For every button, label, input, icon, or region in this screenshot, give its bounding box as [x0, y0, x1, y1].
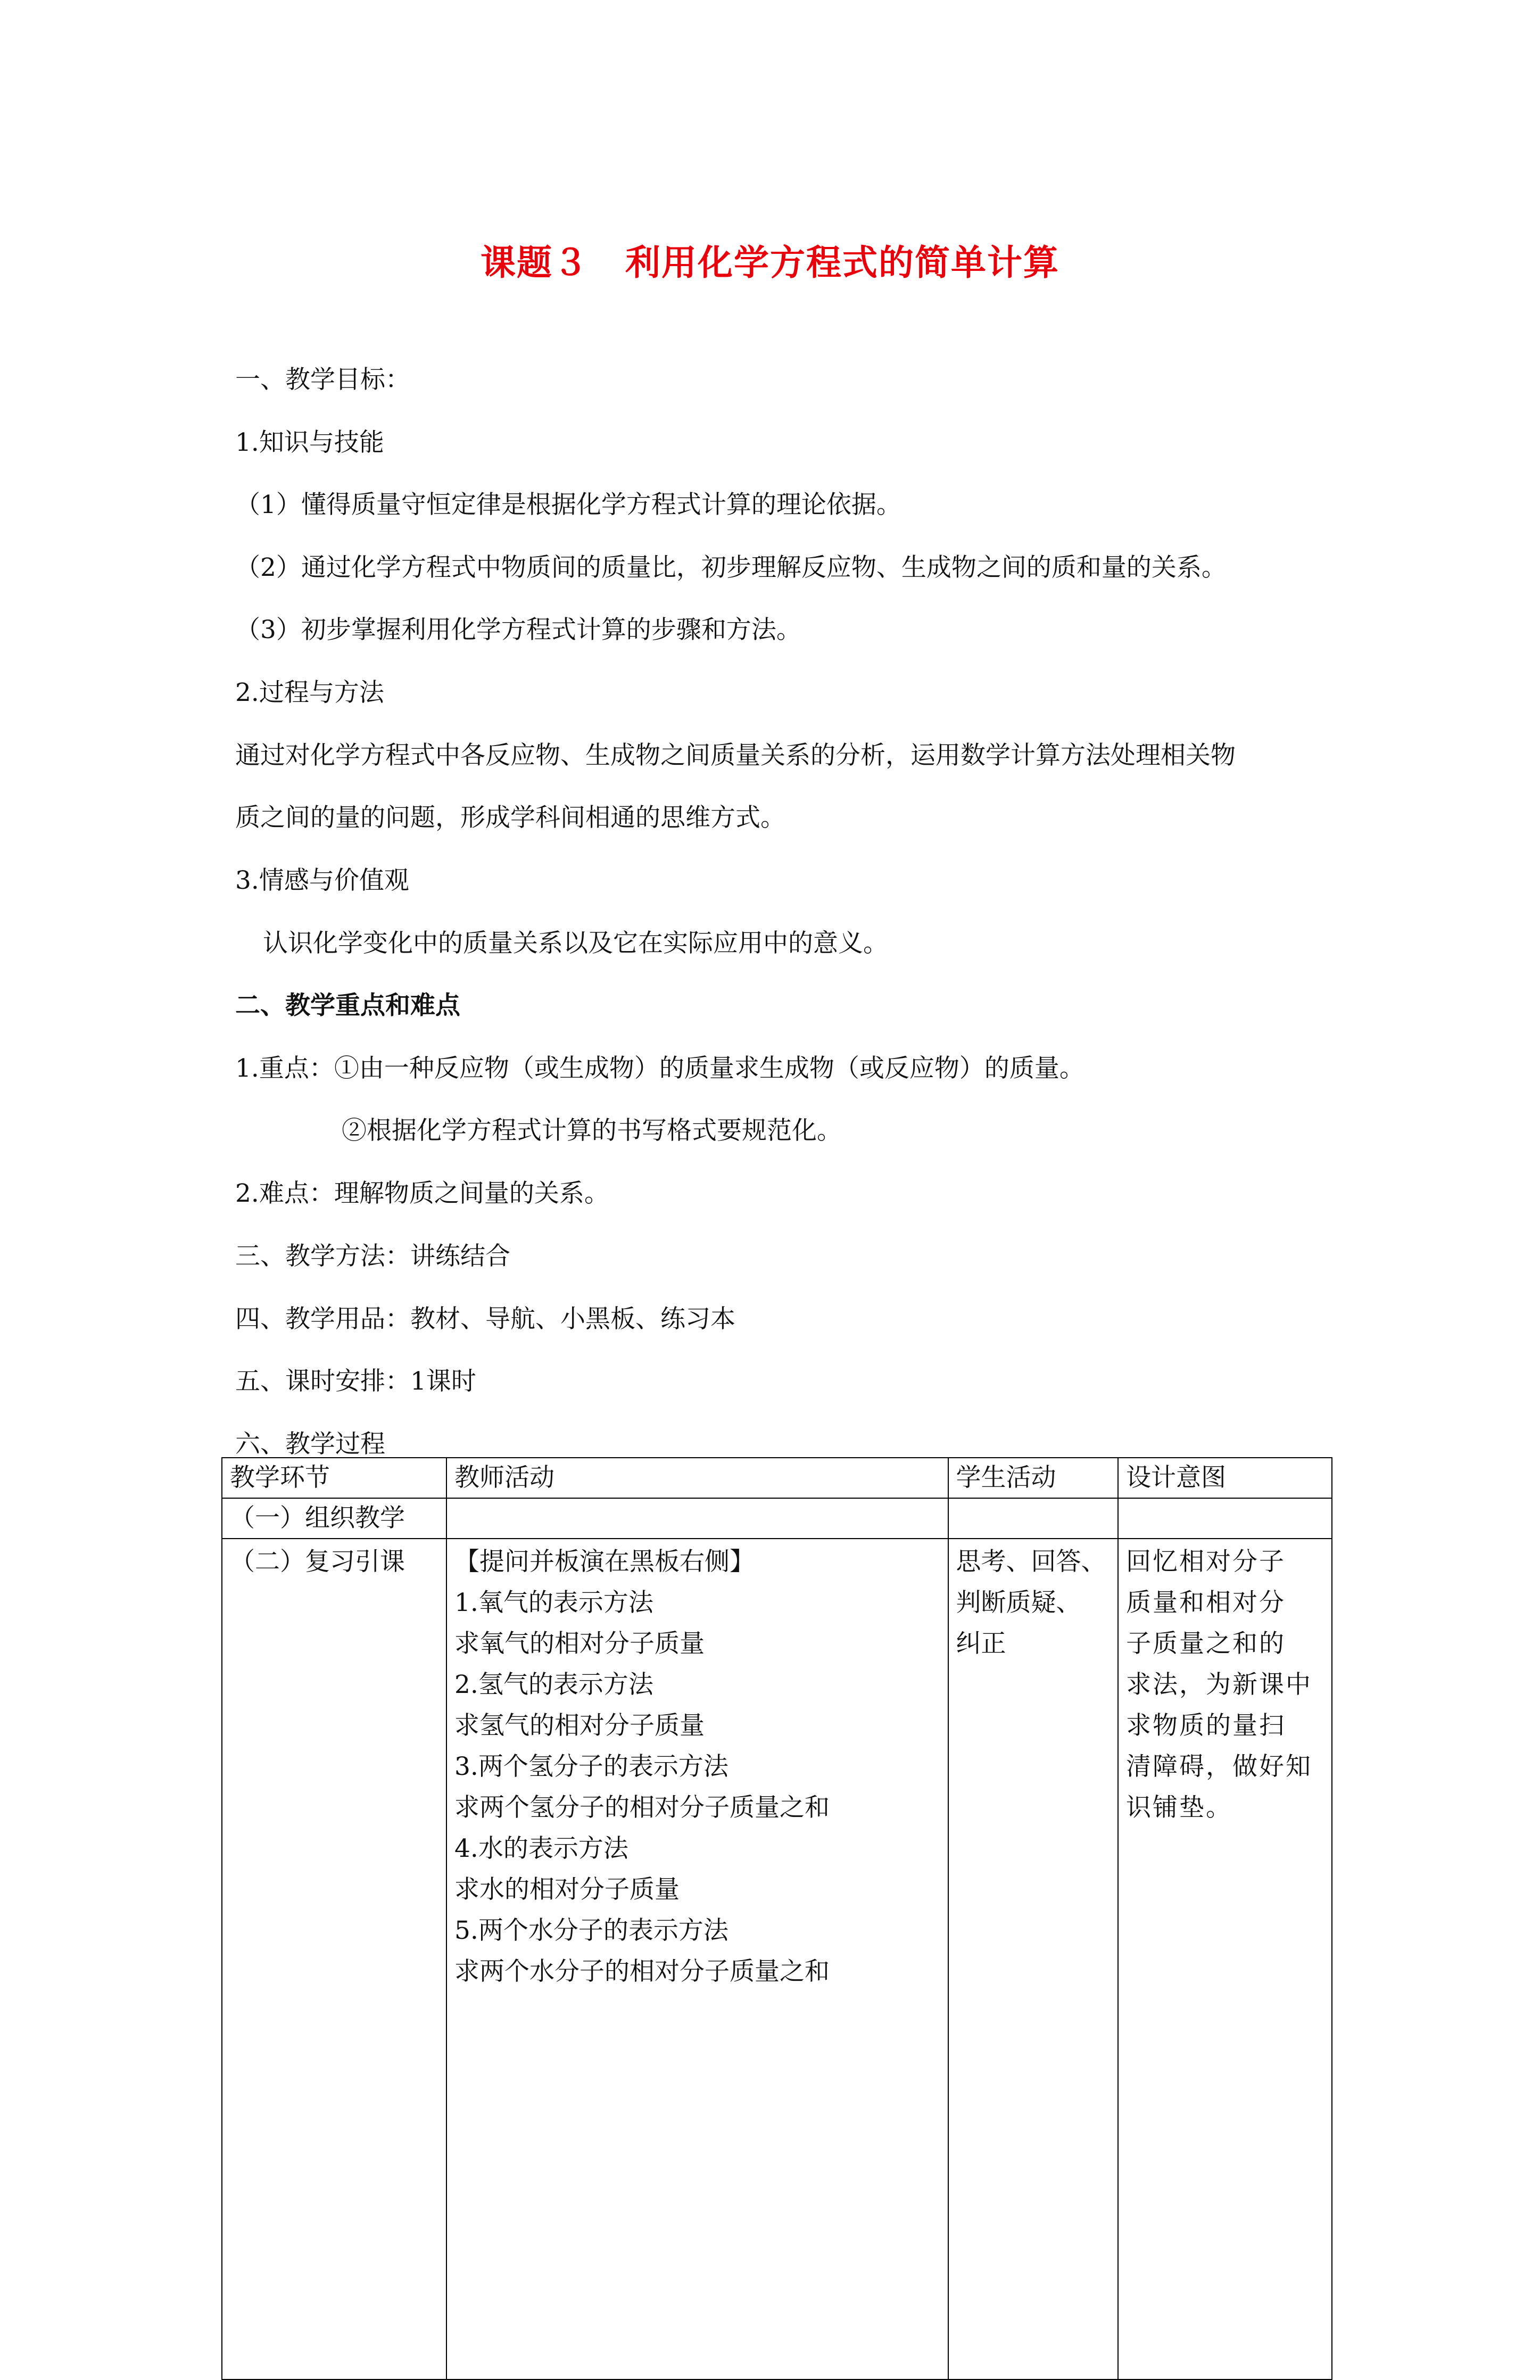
- design-intent-line: 回忆相对分子: [1126, 1547, 1286, 1576]
- section-class-hours: 五、课时安排：1课时: [235, 1367, 476, 1396]
- table-header-row: [222, 1458, 1332, 1498]
- student-activity-cell: [948, 1498, 1119, 1539]
- section-objectives-heading: 一、教学目标：: [235, 365, 410, 394]
- design-intent-cell: [1118, 1539, 1332, 2379]
- design-intent-cell: [1118, 1498, 1332, 1539]
- teacher-activity-cell: [446, 1498, 948, 1539]
- header-teacher-activity: 教师活动: [446, 1458, 948, 1498]
- section-teaching-method: 三、教学方法：讲练结合: [235, 1242, 510, 1271]
- design-intent-line: 求法，为新课中: [1126, 1670, 1313, 1699]
- emotion-values-text: 认识化学变化中的质量关系以及它在实际应用中的意义。: [263, 929, 888, 958]
- section-teaching-process: 六、教学过程: [235, 1429, 385, 1459]
- teacher-activity-line: 【提问并板演在黑板右侧】: [454, 1547, 755, 1576]
- teacher-activity-line: 4.水的表示方法: [454, 1834, 628, 1863]
- student-activity-line: 纠正: [956, 1629, 1006, 1658]
- design-intent-line: 识铺垫。: [1126, 1793, 1233, 1822]
- design-intent-line: 清障碍，做好知: [1126, 1752, 1313, 1781]
- teacher-activity-line: 求两个水分子的相对分子质量之和: [454, 1957, 830, 1986]
- page-title: 课题３ 利用化学方程式的简单计算: [481, 242, 1059, 283]
- teacher-activity-line: 求水的相对分子质量: [454, 1875, 680, 1904]
- process-text-line-2: 质之间的量的问题，形成学科间相通的思维方式。: [235, 803, 785, 832]
- teacher-activity-line: 求氢气的相对分子质量: [454, 1711, 705, 1740]
- teacher-activity-line: 3.两个氢分子的表示方法: [454, 1752, 728, 1781]
- table-row: [222, 1539, 1332, 2379]
- subheading-knowledge-skills: 1.知识与技能: [235, 428, 384, 457]
- teacher-activity-cell: [446, 1539, 948, 2379]
- difficulty-point: 2.难点：理解物质之间量的关系。: [235, 1179, 609, 1208]
- teacher-activity-line: 1.氧气的表示方法: [454, 1588, 653, 1617]
- teacher-activity-line: 2.氢气的表示方法: [454, 1670, 653, 1699]
- design-intent-line: 质量和相对分: [1126, 1588, 1286, 1617]
- stage-cell: （二）复习引课: [222, 1539, 446, 2379]
- teacher-activity-line: 求氧气的相对分子质量: [454, 1629, 705, 1658]
- design-intent-line: 求物质的量扫: [1126, 1711, 1286, 1740]
- teaching-process-table: [221, 1457, 1332, 2380]
- student-activity-line: 思考、回答、: [956, 1547, 1106, 1576]
- objective-item-3: （3）初步掌握利用化学方程式计算的步骤和方法。: [235, 615, 801, 644]
- student-activity-cell: [948, 1539, 1119, 2379]
- section-teaching-materials: 四、教学用品：教材、导航、小黑板、练习本: [235, 1304, 735, 1334]
- teacher-activity-line: 5.两个水分子的表示方法: [454, 1916, 728, 1945]
- subheading-emotion-values: 3.情感与价值观: [235, 866, 409, 895]
- key-point-1: 1.重点：①由一种反应物（或生成物）的质量求生成物（或反应物）的质量。: [235, 1054, 1084, 1083]
- key-point-2: ②根据化学方程式计算的书写格式要规范化。: [342, 1116, 842, 1145]
- objective-item-2: （2）通过化学方程式中物质间的质量比，初步理解反应物、生成物之间的质和量的关系。: [235, 553, 1227, 582]
- teacher-activity-line: 求两个氢分子的相对分子质量之和: [454, 1793, 830, 1822]
- header-student-activity: 学生活动: [948, 1458, 1119, 1498]
- student-activity-line: 判断质疑、: [956, 1588, 1081, 1617]
- header-design-intent: 设计意图: [1118, 1458, 1332, 1498]
- objective-item-1: （1）懂得质量守恒定律是根据化学方程式计算的理论依据。: [235, 490, 901, 519]
- design-intent-line: 子质量之和的: [1126, 1629, 1286, 1658]
- subheading-process-methods: 2.过程与方法: [235, 678, 384, 707]
- process-text-line-1: 通过对化学方程式中各反应物、生成物之间质量关系的分析，运用数学计算方法处理相关物: [235, 741, 1236, 770]
- table-row: [222, 1498, 1332, 1539]
- stage-cell: （一）组织教学: [222, 1498, 446, 1539]
- header-stage: 教学环节: [222, 1458, 446, 1498]
- section-key-points-heading: 二、教学重点和难点: [235, 991, 460, 1020]
